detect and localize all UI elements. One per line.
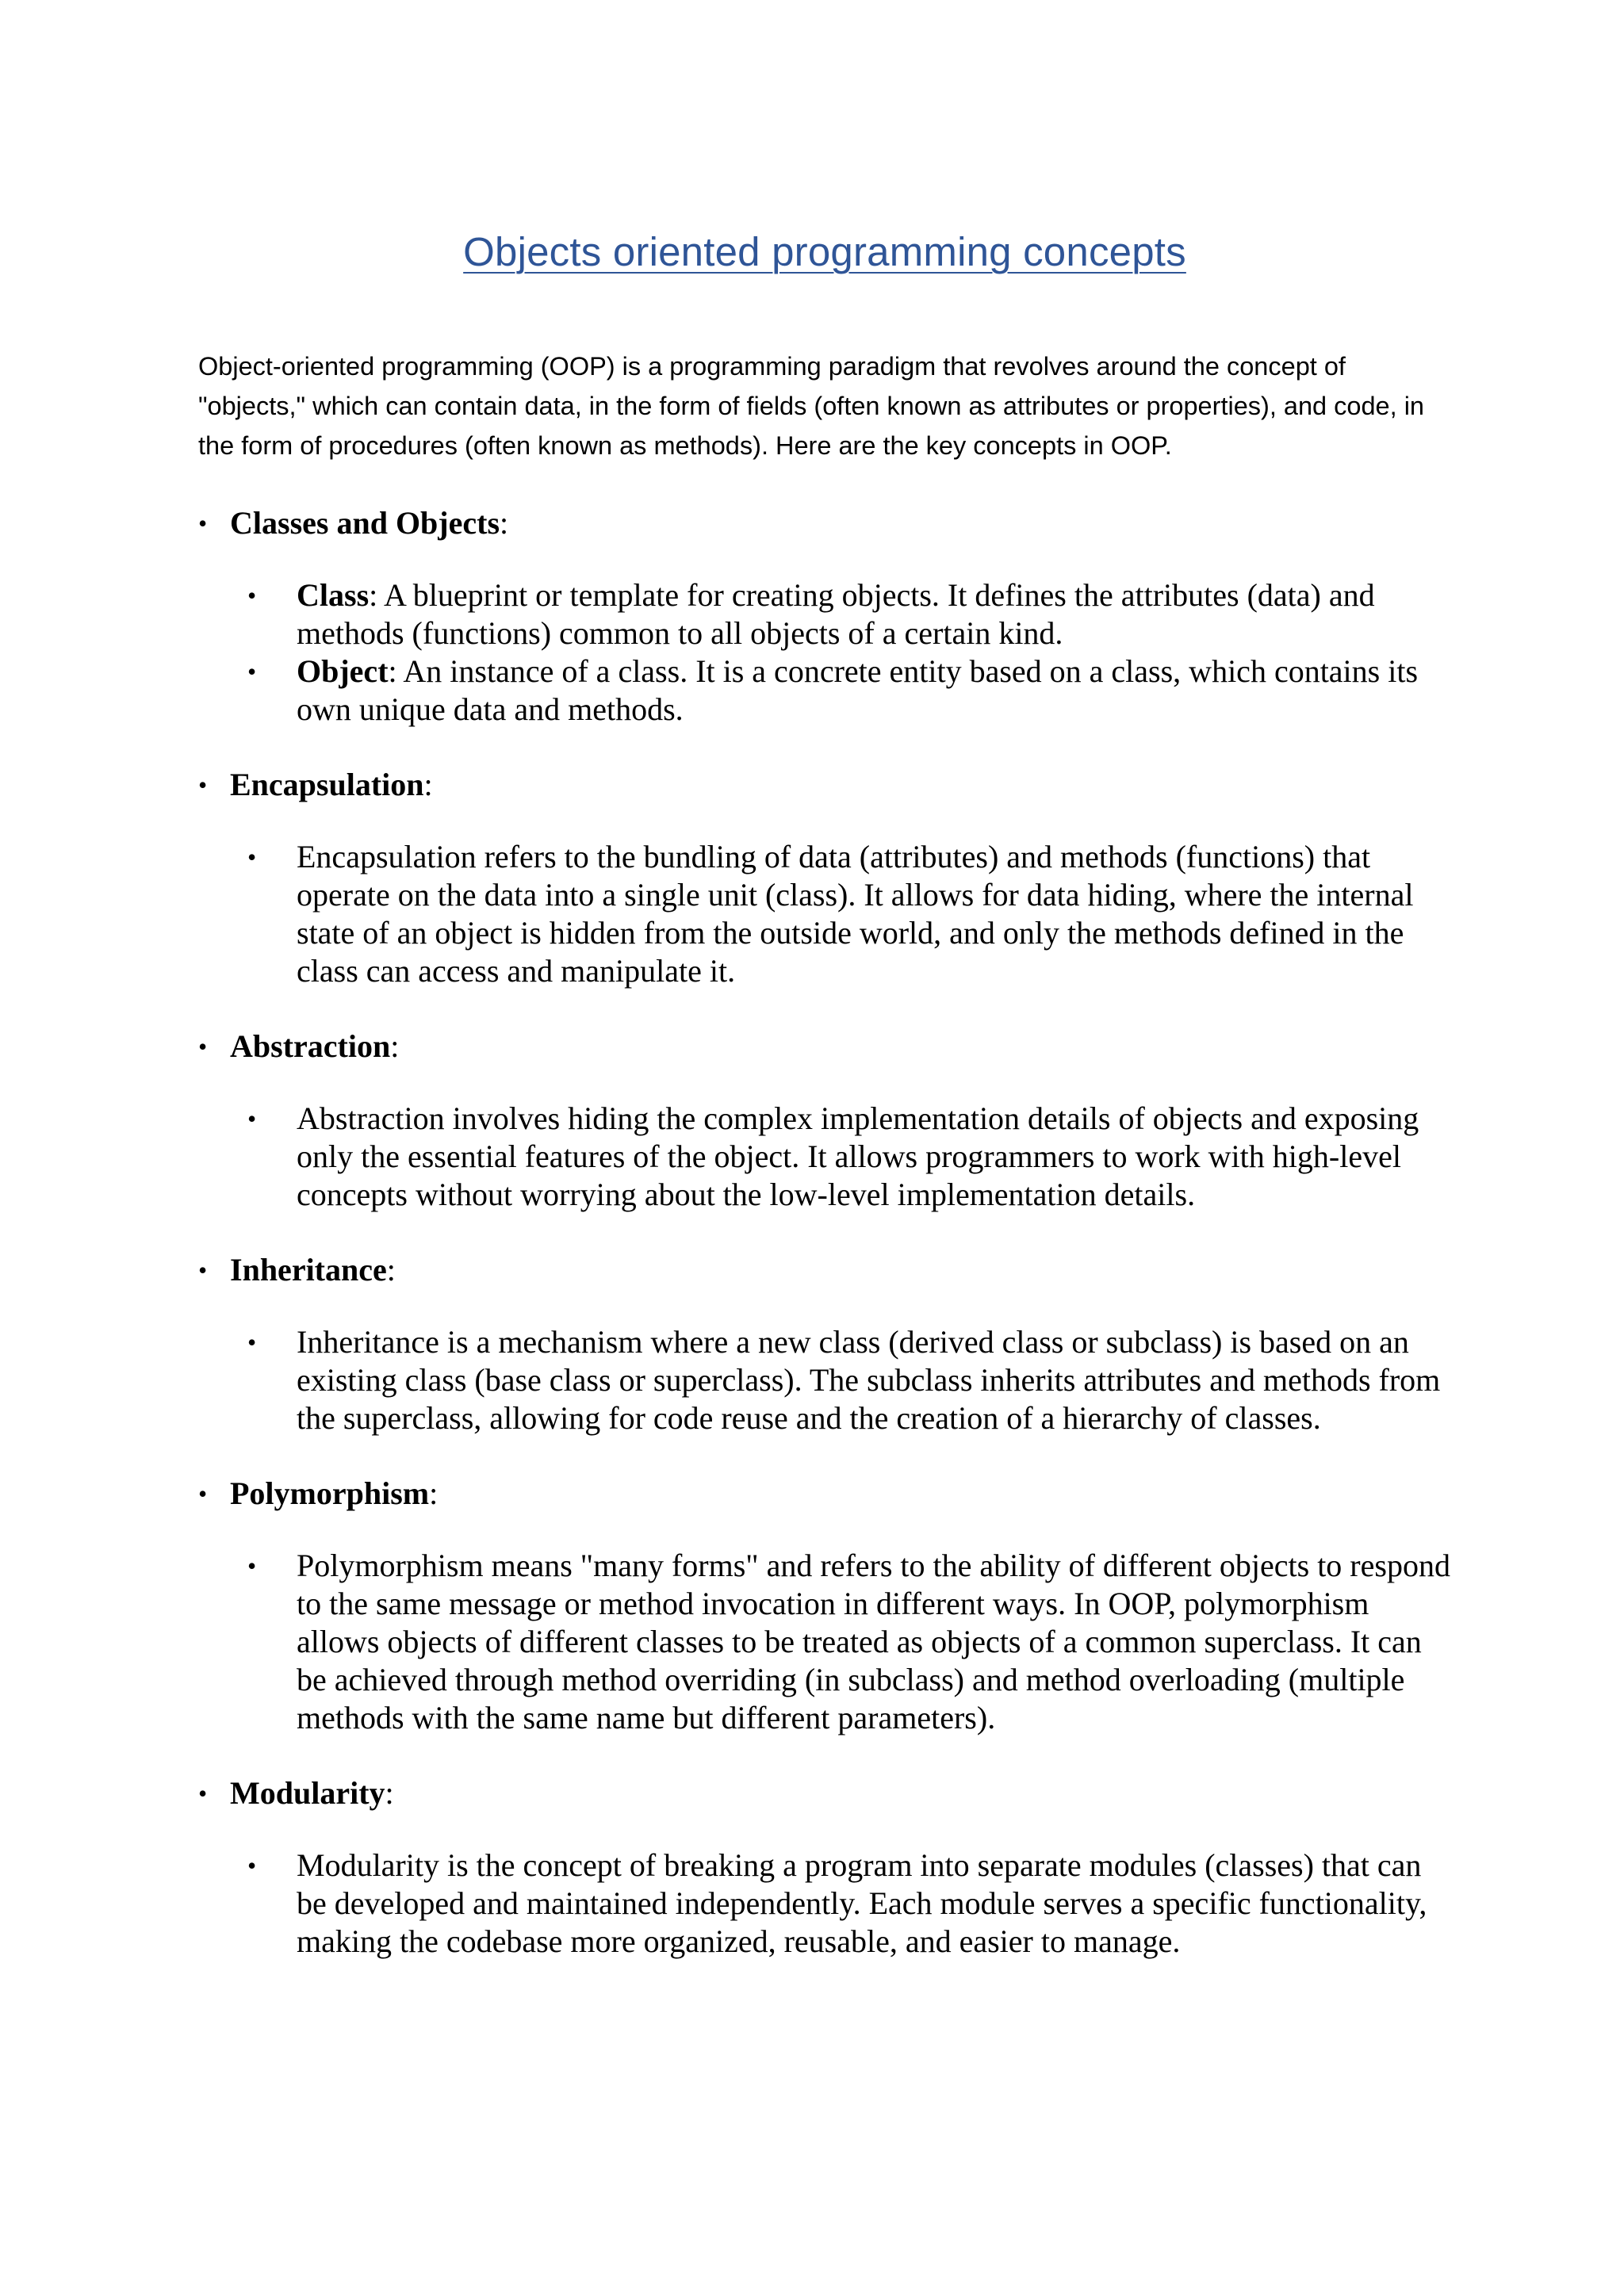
concept-heading-label: Abstraction	[230, 1028, 391, 1064]
list-item	[198, 652, 1454, 729]
concept-heading	[198, 1027, 1451, 1066]
concept-sublist	[198, 576, 1451, 729]
list-item	[198, 1846, 1454, 1961]
item-text: Modularity is the concept of breaking a program into separate modules (classes) that can be developed and maintained independently. Each module serves a specific functionality, making the codebase more organized, reusable, and easier to manage.	[297, 1847, 1427, 1959]
concept-heading	[198, 1251, 1451, 1289]
item-text: Polymorphism means "many forms" and refers to the ability of different objects to respond to the same message or method invocation in different ways. In OOP, polymorphism allows objects of different classes to be treated as objects of a common superclass. It can be achieved through method overriding (in subclass) and method overloading (multiple methods with the same name but different parameters).	[297, 1548, 1450, 1735]
item-term: Object	[297, 653, 389, 689]
heading-colon: :	[385, 1775, 394, 1811]
item-text: Abstraction involves hiding the complex implementation details of objects and exposing only the essential features of the object. It allows programmers to work with high-level concepts without worrying about the low-level implementation details.	[297, 1100, 1419, 1212]
heading-colon: :	[390, 1028, 400, 1064]
concept-heading-label: Classes and Objects	[230, 505, 500, 541]
list-item	[198, 1323, 1454, 1437]
bullet-icon: •	[198, 1479, 208, 1508]
concept-sublist	[198, 1100, 1451, 1214]
concept-section	[198, 1251, 1451, 1437]
bullet-icon: •	[247, 843, 257, 871]
heading-colon: :	[429, 1475, 439, 1511]
bullet-icon: •	[198, 1256, 208, 1284]
concept-section	[198, 766, 1451, 990]
item-text: Encapsulation refers to the bundling of data (attributes) and methods (functions) that operate on the data into a single unit (class). It allows for data hiding, where the internal state of an object is hidden from the outside world, and only the methods defined in the class can access and manipulate it.	[297, 839, 1414, 989]
concept-section	[198, 1475, 1451, 1737]
bullet-icon: •	[247, 1328, 257, 1357]
list-item	[198, 576, 1454, 652]
intro-paragraph: Object-oriented programming (OOP) is a programming paradigm that revolves around the concept of "objects," which can contain data, in the form of fields (often known as attributes or properties), and code, in the form of procedures (often known as methods). Here are the key concepts in OOP.	[198, 352, 1424, 460]
list-item	[198, 838, 1454, 990]
bullet-icon: •	[198, 1032, 208, 1061]
concept-sublist	[198, 838, 1451, 990]
item-term: Class	[297, 577, 370, 613]
bullet-icon: •	[247, 581, 257, 610]
bullet-icon: •	[247, 1104, 257, 1133]
item-text: : A blueprint or template for creating objects. It defines the attributes (data) and methods (functions) common to all objects of a certain kind.	[297, 577, 1375, 651]
concept-list	[198, 504, 1451, 1961]
concept-sublist	[198, 1323, 1451, 1437]
concept-section	[198, 1027, 1451, 1214]
concept-heading-label: Modularity	[230, 1775, 385, 1811]
concept-heading	[198, 1774, 1451, 1812]
heading-colon: :	[423, 767, 433, 802]
concept-heading-label: Inheritance	[230, 1252, 387, 1288]
heading-colon: :	[386, 1252, 396, 1288]
bullet-icon: •	[198, 1779, 208, 1808]
item-text: Inheritance is a mechanism where a new class (derived class or subclass) is based on an existing class (base class or superclass). The subclass inherits attributes and methods from the superclass, allowing for code reuse and the creation of a hierarchy of classes.	[297, 1324, 1441, 1436]
heading-colon: :	[500, 505, 509, 541]
list-item	[198, 1547, 1454, 1737]
concept-heading	[198, 766, 1451, 804]
bullet-icon: •	[247, 657, 257, 686]
concept-heading-label: Encapsulation	[230, 767, 424, 802]
concept-section	[198, 504, 1451, 729]
concept-heading-label: Polymorphism	[230, 1475, 430, 1511]
concept-heading	[198, 1475, 1451, 1513]
bullet-icon: •	[247, 1851, 257, 1880]
concept-heading	[198, 504, 1451, 542]
list-item	[198, 1100, 1454, 1214]
concept-sublist	[198, 1547, 1451, 1737]
concept-section	[198, 1774, 1451, 1961]
bullet-icon: •	[198, 771, 208, 799]
concept-sublist	[198, 1846, 1451, 1961]
document-title: Objects oriented programming concepts	[463, 229, 1186, 274]
bullet-icon: •	[198, 509, 208, 538]
item-text: : An instance of a class. It is a concrete entity based on a class, which contains its own unique data and methods.	[297, 653, 1419, 727]
bullet-icon: •	[247, 1552, 257, 1580]
